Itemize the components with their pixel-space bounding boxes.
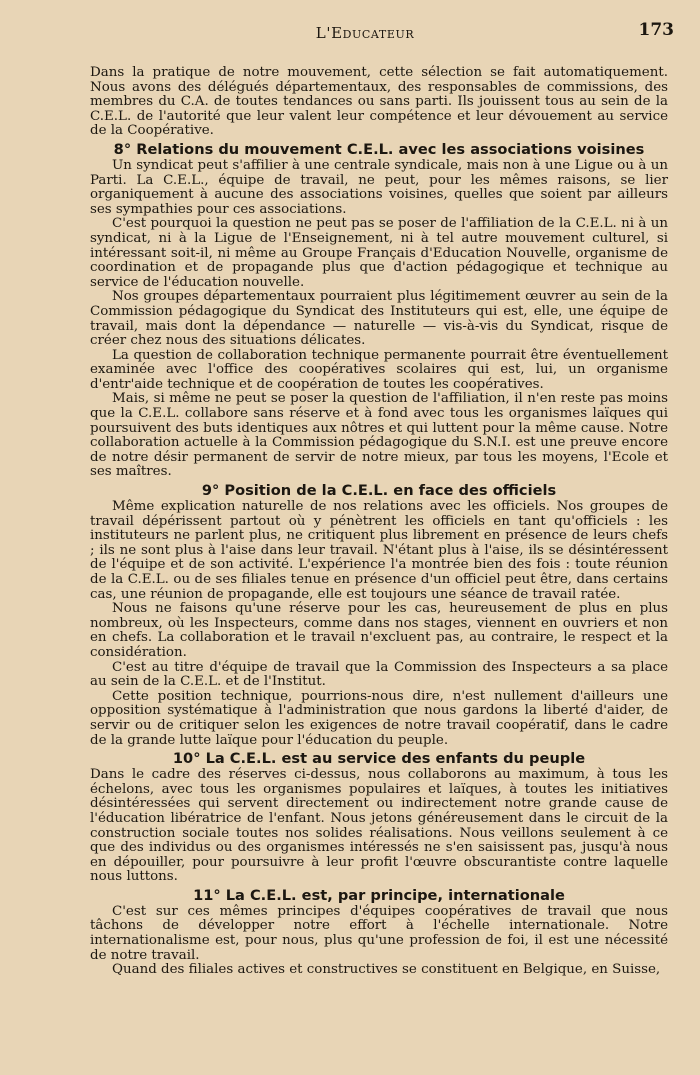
- paragraph: C'est sur ces mêmes principes d'équipes coopératives de travail que nous tâchons de développer notre effort à l'échelle internationale. Notre internationalisme est, pour nous, plus qu'une profession de foi, il est une nécessité de notre travail.: [90, 903, 668, 963]
- paragraph: Dans le cadre des réserves ci-dessus, nous collaborons au maximum, à tous les échelons, avec tous les organismes populaires et laïques, à toutes les initiatives désintéressées qui servent directement ou indirectement notre grande cause de l'éducation libératrice de l'enfant. Nous jetons généreusement dans le circuit de la construction sociale toutes nos solides réalisations. Nous veillons seulement à ce que des individus ou des organismes intéressés ne s'en saisissent pas, jusqu'à nous en dépouiller, pour poursuivre à leur profit l'œuvre obscurantiste contre laquelle nous luttons.: [90, 767, 668, 885]
- paragraph: C'est pourquoi la question ne peut pas se poser de l'affiliation de la C.E.L. ni à un syndicat, ni à la Ligue de l'Enseignement, ni à tel autre mouvement culturel, si intéressant soit-il, ni même au Groupe Français d'Education Nouvelle, organisme de coordination et de propagande plus que d'action pédagogique et technique au service de l'éducation nouvelle.: [90, 216, 668, 290]
- paragraph: Cette position technique, pourrions-nous dire, n'est nullement d'ailleurs une opposition systématique à l'administration que nous gardons la liberté d'aider, de servir ou de critiquer selon les exigences de notre travail coopératif, dans le cadre de la grande lutte laïque pour l'éducation du peuple.: [90, 688, 668, 748]
- paragraph: Un syndicat peut s'affilier à une centrale syndicale, mais non à une Ligue ou à un Parti. La C.E.L., équipe de travail, ne peut, pour les mêmes raisons, se lier organiquement à aucune des associations voisines, quelles que soient par ailleurs ses sympathies pour ces associations.: [90, 157, 668, 217]
- section-heading: 8° Relations du mouvement C.E.L. avec les associations voisines: [113, 140, 645, 158]
- paragraph: C'est au titre d'équipe de travail que la Commission des Inspecteurs a sa place au sein de la C.E.L. et de l'Institut.: [90, 659, 668, 690]
- paragraph: Nos groupes départementaux pourraient plus légitimement œuvrer au sein de la Commission pédagogique du Syndicat des Instituteurs qui est, elle, une équipe de travail, mais dont la dépendance — naturelle — vis-à-vis du Syndicat, risque de créer chez nous des situations délicates.: [90, 289, 668, 349]
- running-head: L'Educateur: [315, 24, 415, 42]
- page-number: 173: [638, 20, 674, 40]
- paragraph: Dans la pratique de notre mouvement, cette sélection se fait automatiquement. Nous avons des délégués départementaux, des responsables de commissions, des membres du C.A. de toutes tendances ou sans parti. Ils jouissent tous au sein de la C.E.L. de l'autorité que leur valent leur compétence et leur dévouement au service de la Coopérative.: [90, 65, 668, 139]
- paragraph: Mais, si même ne peut se poser la question de l'affiliation, il n'en reste pas moins que la C.E.L. collabore sans réserve et à fond avec tous les organismes laïques qui poursuivent des buts identiques aux nôtres et qui luttent pour la même cause. Notre collaboration actuelle à la Commission pédagogique du S.N.I. est une preuve encore de notre désir permanent de servir de notre mieux, par tous les moyens, l'Ecole et ses maîtres.: [90, 391, 668, 480]
- section-heading: 10° La C.E.L. est au service des enfants du peuple: [172, 750, 586, 768]
- section-heading: 11° La C.E.L. est, par principe, internationale: [193, 886, 565, 904]
- section-heading: 9° Position de la C.E.L. en face des officiels: [201, 482, 557, 500]
- paragraph: Quand des filiales actives et constructives se constituent en Belgique, en Suisse,: [112, 962, 661, 978]
- paragraph: La question de collaboration technique permanente pourrait être éventuellement examinée avec l'office des coopératives scolaires qui est, lui, un organisme d'entr'aide technique et de coopération de toutes les coopératives.: [90, 347, 668, 392]
- paragraph: Même explication naturelle de nos relations avec les officiels. Nos groupes de travail dépérissent partout où y pénètrent les officiels en tant qu'officiels : les instituteurs ne parlent plus, ne critiquent plus librement en présence de leurs chefs ; ils ne sont plus à l'aise dans leur travail. N'étant plus à l'aise, ils se désintéressent de l'équipe et de son activité. L'expérience l'a montrée bien des fois : toute réunion de la C.E.L. ou de ses filiales tenue en présence d'un officiel peut être, dans certains cas, une réunion de propagande, elle est toujours une séance de travail ratée.: [90, 499, 668, 602]
- article-body: [90, 66, 668, 978]
- page-header: [0, 20, 700, 44]
- paragraph: Nous ne faisons qu'une réserve pour les cas, heureusement de plus en plus nombreux, où les Inspecteurs, comme dans nos stages, viennent en ouvriers et non en chefs. La collaboration et le travail n'excluent pas, au contraire, le respect et la considération.: [90, 601, 668, 660]
